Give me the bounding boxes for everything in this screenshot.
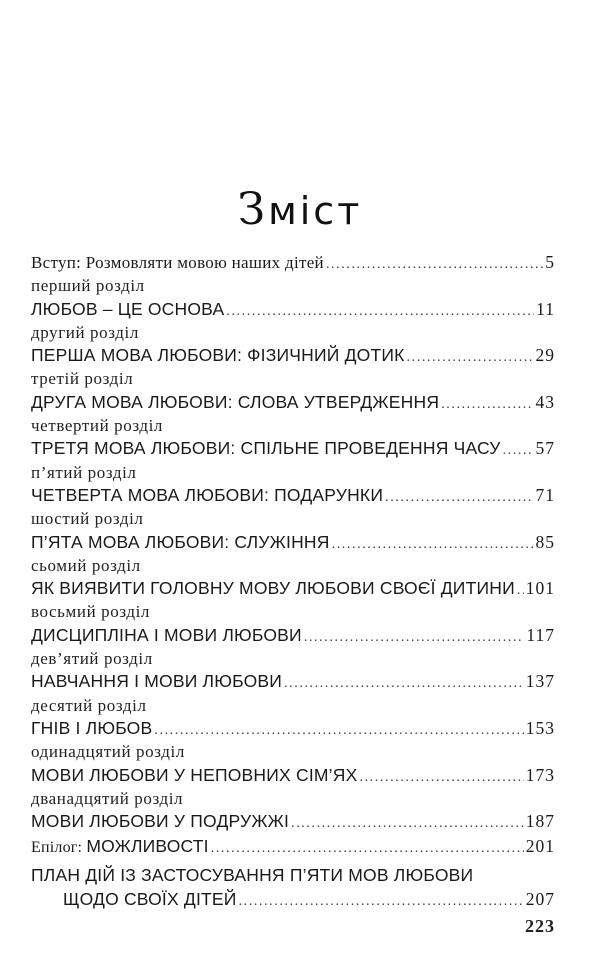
toc-entry-title: НАВЧАННЯ І МОВИ ЛЮБОВИ xyxy=(31,671,283,692)
toc-entry-chapter-8[interactable] xyxy=(31,624,555,647)
epilogue-prefix: Епілог: xyxy=(31,839,87,857)
toc-entry-chapter-10[interactable] xyxy=(31,717,555,740)
toc-entry-chapter-7[interactable] xyxy=(31,577,555,600)
toc-entry-title: ГНІВ І ЛЮБОВ xyxy=(31,717,153,738)
toc-entry-title: П’ЯТА МОВА ЛЮБОВИ: СЛУЖІННЯ xyxy=(31,531,330,552)
dot-leader xyxy=(503,439,534,462)
toc-entry-chapter-6[interactable] xyxy=(31,531,555,554)
toc-page-number: 85 xyxy=(535,531,555,552)
toc-page-number: 29 xyxy=(535,345,555,366)
dot-leader xyxy=(154,719,523,742)
dot-leader xyxy=(211,835,524,862)
toc-page-number: 101 xyxy=(525,578,555,599)
toc-entry-chapter-2[interactable] xyxy=(31,344,555,367)
chapter-label: десятий розділ xyxy=(31,695,147,715)
toc-entry-chapter-1[interactable] xyxy=(31,298,555,321)
dot-leader xyxy=(517,579,524,602)
toc-page-number: 71 xyxy=(535,484,555,505)
toc-entry-title: ЯК ВИЯВИТИ ГОЛОВНУ МОВУ ЛЮБОВИ СВОЄЇ ДИТИНИ xyxy=(31,578,515,599)
toc-entry-chapter-12[interactable] xyxy=(31,810,555,833)
dot-leader xyxy=(304,626,525,649)
toc-entry-title: ДИСЦИПЛІНА І МОВИ ЛЮБОВИ xyxy=(31,624,302,645)
table-of-contents xyxy=(31,251,555,912)
toc-entry-chapter-4[interactable] xyxy=(31,437,555,460)
toc-entry-title: ЛЮБОВ – ЦЕ ОСНОВА xyxy=(31,298,225,319)
chapter-label: дванадцятий розділ xyxy=(31,788,184,808)
toc-entry-chapter-5[interactable] xyxy=(31,484,555,507)
page-title xyxy=(0,184,600,235)
dot-leader xyxy=(291,812,524,835)
toc-page-number: 43 xyxy=(535,391,555,412)
toc-page-number: 57 xyxy=(535,438,555,459)
toc-page-number: 11 xyxy=(536,298,555,319)
toc-entry-action-plan[interactable] xyxy=(31,863,555,911)
dot-leader xyxy=(326,253,543,276)
toc-entry-title: ДРУГА МОВА ЛЮБОВИ: СЛОВА УТВЕРДЖЕННЯ xyxy=(31,391,440,412)
toc-page-number: 153 xyxy=(525,717,555,738)
page-number: 223 xyxy=(525,916,555,936)
dot-leader xyxy=(226,300,534,323)
dot-leader xyxy=(385,486,533,509)
toc-entry-title: ЧЕТВЕРТА МОВА ЛЮБОВИ: ПОДАРУНКИ xyxy=(31,484,384,505)
toc-page-number: 207 xyxy=(525,889,555,910)
toc-entry-title-line-2: ЩОДО СВОЇХ ДІТЕЙ xyxy=(63,889,237,910)
chapter-label: перший розділ xyxy=(31,276,145,296)
toc-entry-title: МОВИ ЛЮБОВИ У НЕПОВНИХ СІМ’ЯХ xyxy=(31,764,358,785)
chapter-label: п’ятий розділ xyxy=(31,462,137,482)
toc-entry-title: ТРЕТЯ МОВА ЛЮБОВИ: СПІЛЬНЕ ПРОВЕДЕННЯ ЧАСУ xyxy=(31,438,501,459)
toc-entry-epilogue[interactable] xyxy=(31,833,555,860)
chapter-label: другий розділ xyxy=(31,322,139,342)
toc-entry-title-line-1: ПЛАН ДІЙ ІЗ ЗАСТОСУВАННЯ П’ЯТИ МОВ ЛЮБОВИ xyxy=(31,865,474,886)
epilogue-title: МОЖЛИВОСТІ xyxy=(86,836,209,857)
chapter-label: четвертий розділ xyxy=(31,416,164,436)
chapter-label: дев’ятий розділ xyxy=(31,649,153,669)
dot-leader xyxy=(284,672,524,695)
toc-entry-chapter-3[interactable] xyxy=(31,391,555,414)
dot-leader xyxy=(239,890,524,913)
dot-leader xyxy=(359,766,523,789)
toc-entry-chapter-11[interactable] xyxy=(31,764,555,787)
toc-page-number: 173 xyxy=(525,764,555,785)
toc-page-number: 187 xyxy=(525,811,555,832)
toc-entry-title: МОВИ ЛЮБОВИ У ПОДРУЖЖІ xyxy=(31,811,290,832)
title-rest: міст xyxy=(268,189,363,233)
chapter-label: одинадцятий розділ xyxy=(31,742,185,762)
dot-leader xyxy=(407,346,534,369)
toc-page-number: 117 xyxy=(526,624,555,645)
toc-entry-chapter-9[interactable] xyxy=(31,670,555,693)
chapter-label: третій розділ xyxy=(31,369,134,389)
toc-entry-title xyxy=(31,833,209,861)
toc-page-number: 201 xyxy=(525,836,555,857)
dot-leader xyxy=(332,533,534,556)
toc-page-number: 137 xyxy=(525,671,555,692)
chapter-label: восьмий розділ xyxy=(31,602,150,622)
chapter-label: шостий розділ xyxy=(31,509,144,529)
toc-entry-title: ПЕРША МОВА ЛЮБОВИ: ФІЗИЧНИЙ ДОТИК xyxy=(31,345,405,366)
toc-entry-title-line-2-row xyxy=(31,888,555,911)
toc-entry-title: Вступ: Розмовляти мовою наших дітей xyxy=(31,253,324,272)
toc-page-number: 5 xyxy=(545,252,555,272)
title-initial: З xyxy=(237,184,269,235)
dot-leader xyxy=(441,393,533,416)
chapter-label: сьомий розділ xyxy=(31,555,141,575)
toc-entry-intro[interactable] xyxy=(31,251,555,274)
